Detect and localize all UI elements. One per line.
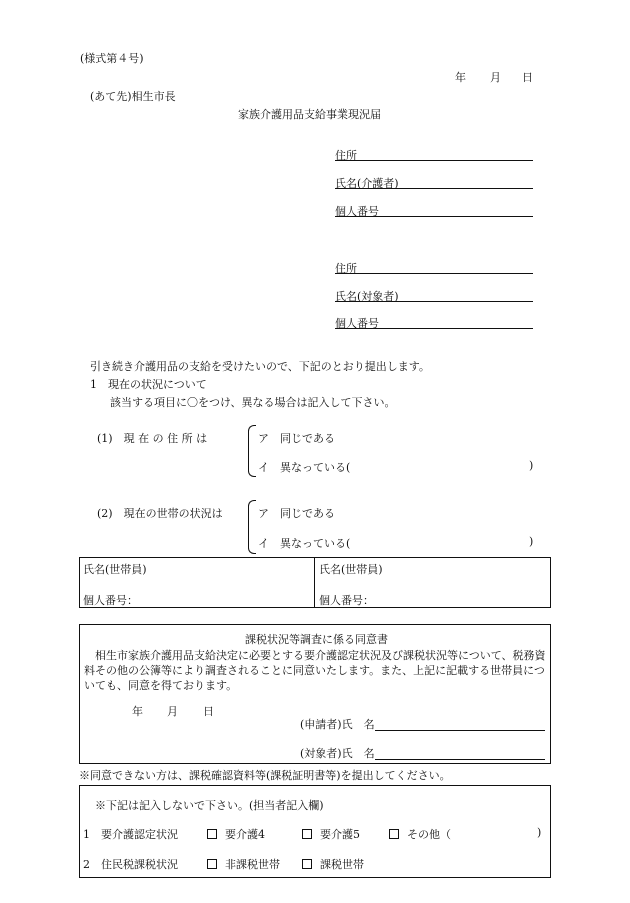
office-row2-opt2-label: 課税世帯 (320, 858, 364, 871)
office-row2-label: 2 住民税課税状況 (83, 858, 178, 871)
date-day-label: 日 (522, 71, 533, 84)
subject-address-label: 住所 (335, 262, 357, 275)
checkbox-icon[interactable] (302, 829, 312, 839)
consent-date-day: 日 (203, 705, 214, 718)
caregiver-name-label: 氏名(介護者) (335, 177, 399, 190)
checkbox-icon[interactable] (389, 829, 399, 839)
office-row1-opt3[interactable] (389, 826, 451, 842)
consent-body: 相生市家族介護用品支給決定に必要とする要介護認定状況及び課税状況等について、税務資料その他の公簿等により調査されることに同意いたします。また、上記に記載する世帯員についても、同意を得ております。 (84, 649, 546, 692)
q1-close-paren: ) (529, 459, 534, 472)
consent-date-year: 年 (132, 705, 143, 718)
checkbox-icon[interactable] (207, 829, 217, 839)
office-row2-opt1[interactable] (207, 856, 280, 872)
checkbox-icon[interactable] (302, 859, 312, 869)
intro-text: 引き続き介護用品の支給を受けたいので、下記のとおり提出します。 (90, 360, 430, 373)
q2-option-a[interactable]: ア 同じである (258, 507, 335, 520)
subject-address-field[interactable] (335, 259, 533, 274)
household-right-name[interactable]: 氏名(世帯員) (319, 563, 383, 576)
office-use-note: ※下記は記入しないで下さい。(担当者記入欄) (95, 799, 324, 812)
office-row1-opt2-label: 要介護5 (320, 828, 360, 841)
household-left-id[interactable]: 個人番号： (83, 594, 138, 607)
q2-close-paren: ) (529, 535, 534, 548)
office-row1-close-paren: ) (537, 826, 542, 839)
subject-name-label: 氏名(対象者) (335, 290, 399, 303)
consent-applicant-signature-line[interactable] (375, 730, 545, 731)
date-month-label: 月 (490, 71, 501, 84)
consent-subject-signature-line[interactable] (375, 759, 545, 760)
caregiver-address-label: 住所 (335, 149, 357, 162)
consent-applicant-label: (申請者)氏 名 (300, 718, 375, 731)
consent-date-month: 月 (167, 705, 178, 718)
section1-instruction: 該当する項目に〇をつけ、異なる場合は記入して下さい。 (110, 396, 396, 409)
household-right-id[interactable]: 個人番号： (319, 594, 374, 607)
consent-note: ※同意できない方は、課税確認資料等(課税証明書等)を提出してください。 (79, 769, 451, 782)
document-title: 家族介護用品支給事業現況届 (238, 108, 381, 121)
caregiver-id-field[interactable] (335, 202, 533, 217)
consent-subject-label: (対象者)氏 名 (300, 747, 375, 760)
office-row2-opt1-label: 非課税世帯 (225, 858, 280, 871)
household-table-divider (314, 557, 315, 608)
section1-heading: 1 現在の状況について (90, 378, 207, 391)
consent-title: 課税状況等調査に係る同意書 (245, 633, 388, 646)
addressee: (あて先)相生市長 (90, 90, 176, 103)
q2-label: (2) 現在の世帯の状況は (97, 507, 223, 520)
q1-brace (248, 425, 256, 477)
caregiver-address-field[interactable] (335, 146, 533, 161)
office-row1-opt1[interactable] (207, 826, 265, 842)
q1-option-a[interactable]: ア 同じである (258, 432, 335, 445)
caregiver-name-field[interactable] (335, 174, 533, 189)
date-year-label: 年 (455, 71, 466, 84)
q2-option-b[interactable]: イ 異なっている( (258, 537, 351, 550)
office-row1-opt3-label: その他（ (407, 828, 451, 841)
office-row1-opt2[interactable] (302, 826, 360, 842)
office-row1-opt1-label: 要介護4 (225, 828, 265, 841)
q1-label: (1) 現 在 の 住 所 は (97, 432, 208, 445)
checkbox-icon[interactable] (207, 859, 217, 869)
q1-option-b[interactable]: イ 異なっている( (258, 461, 351, 474)
q2-brace (248, 500, 256, 554)
caregiver-id-label: 個人番号 (335, 205, 379, 218)
office-row1-label: 1 要介護認定状況 (83, 828, 178, 841)
office-row2-opt2[interactable] (302, 856, 364, 872)
subject-id-field[interactable] (335, 314, 533, 329)
subject-id-label: 個人番号 (335, 317, 379, 330)
form-number: (様式第４号) (80, 52, 144, 65)
household-left-name[interactable]: 氏名(世帯員) (83, 563, 147, 576)
household-table (79, 557, 551, 608)
subject-name-field[interactable] (335, 287, 533, 302)
